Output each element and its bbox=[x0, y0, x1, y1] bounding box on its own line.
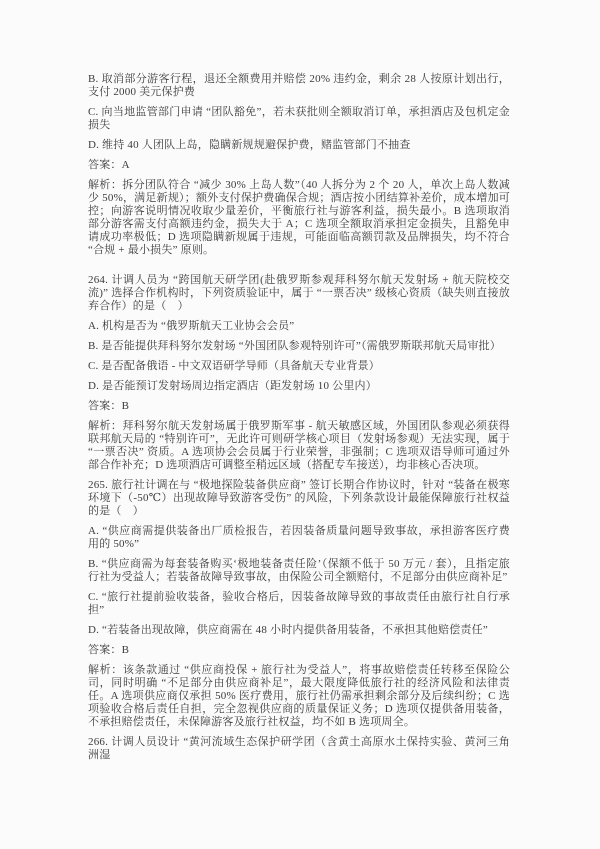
answer-line: 答案：B bbox=[88, 400, 130, 412]
question-option: A. 机构是否为 “俄罗斯航天工业协会会员” bbox=[88, 320, 295, 332]
question-option: C. 是否配备俄语 - 中文双语研学导师（具备航天专业背景） bbox=[88, 360, 380, 372]
question-option: A. “供应商需提供装备出厂质检报告，若因装备质量问题导致事故，承担游客医疗费用的 50%” bbox=[88, 525, 510, 550]
question-option: B. “供应商需为每套装备购买‘极地装备责任险’（保额不低于 50 万元 / 套），且指定旅行社为受益人；若装备故障导致事故，由保险公司全额赔付，不足部分由供应商补足” bbox=[88, 558, 510, 583]
question-option: C. 向当地监管部门申请 “团队豁免”，若未获批则全额取消订单，承担酒店及包机定金损失 bbox=[88, 106, 510, 131]
question-option: B. 是否能提供拜科努尔发射场 “外国团队参观特别许可”（需俄罗斯联邦航天局审批） bbox=[88, 340, 502, 352]
analysis-text: 解析：拜科努尔航天发射场属于俄罗斯军事 - 航天敏感区域，外国团队参观必须获得联邦航天局的 “特别许可”，无此许可则研学核心项目（发射场参观）无法实现，属于 “一票否决” 资质。A 选项协会会员属于行业荣誉，非强制；C 选项双语导师可通过外部合作补充；D 选项酒店可调整至稍远区域（搭配专车接送），均非核心否决项。 bbox=[88, 420, 510, 471]
question-stem: 265. 旅行社计调在与 “极地探险装备供应商” 签订长期合作协议时，针对 “装备在极寒环境下（-50℃）出现故障导致游客受伤” 的风险，下列条款设计最能保障旅行社权益的是（ ） bbox=[88, 479, 510, 517]
question-stem: 266. 计调人员设计 “黄河流域生态保护研学团（含黄土高原水土保持实验、黄河三角洲湿 bbox=[88, 736, 510, 761]
document-content bbox=[88, 73, 510, 769]
answer-line: 答案：B bbox=[88, 644, 130, 656]
question-option: D. “若装备出现故障，供应商需在 48 小时内提供备用装备，不承担其他赔偿责任” bbox=[88, 624, 488, 636]
question-block-266 bbox=[88, 736, 510, 762]
question-block-265 bbox=[88, 479, 510, 729]
question-block-partial bbox=[88, 73, 510, 257]
answer-line: 答案：A bbox=[88, 159, 130, 171]
question-option: B. 取消部分游客行程，退还全额费用并赔偿 20% 违约金，剩余 28 人按原计划出行，支付 2000 美元保护费 bbox=[88, 73, 510, 98]
question-block-264 bbox=[88, 274, 510, 472]
question-option: D. 维持 40 人团队上岛，隐瞒新规规避保护费，赌监管部门不抽查 bbox=[88, 139, 411, 151]
analysis-text: 解析：该条款通过 “供应商投保 + 旅行社为受益人”，将事故赔偿责任转移至保险公司，同时明确 “不足部分由供应商补足”，最大限度降低旅行社的经济风险和法律责任。A 选项供应商仅承担 50% 医疗费用，旅行社仍需承担剩余部分及后续纠纷；C 选项验收合格后责任自担，完全忽视供应商的质量保证义务；D 选项仅提供备用装备，不承担赔偿责任，未保障游客及旅行社权益，均不如 B 选项周全。 bbox=[88, 664, 510, 728]
question-option: D. 是否能预订发射场周边指定酒店（距发射场 10 公里内） bbox=[88, 380, 377, 392]
analysis-text: 解析：拆分团队符合 “减少 30% 上岛人数”（40 人拆分为 2 个 20 人，单次上岛人数减少 50%，满足新规）；额外支付保护费确保合规；酒店按小团结算补差价，成本增加可控；向游客说明情况收取少量差价，平衡旅行社与游客利益，损失最小。B 选项取消部分游客需支付高额违约金，损失大于 A；C 选项全额取消承担定金损失，且豁免申请成功率极低；D 选项隐瞒新规属于违规，可能面临高额罚款及品牌损失，均不符合 “合规 + 最小损失” 原则。 bbox=[88, 179, 510, 256]
question-option: C. “旅行社提前验收装备，验收合格后，因装备故障导致的事故责任由旅行社自行承担” bbox=[88, 591, 510, 616]
question-stem: 264. 计调人员为 “跨国航天研学团(赴俄罗斯参观拜科努尔航天发射场 + 航天院校交流)” 选择合作机构时，下列资质验证中，属于 “一票否决” 级核心资质（缺失则直接放弃合作）的是（ ） bbox=[88, 274, 510, 312]
